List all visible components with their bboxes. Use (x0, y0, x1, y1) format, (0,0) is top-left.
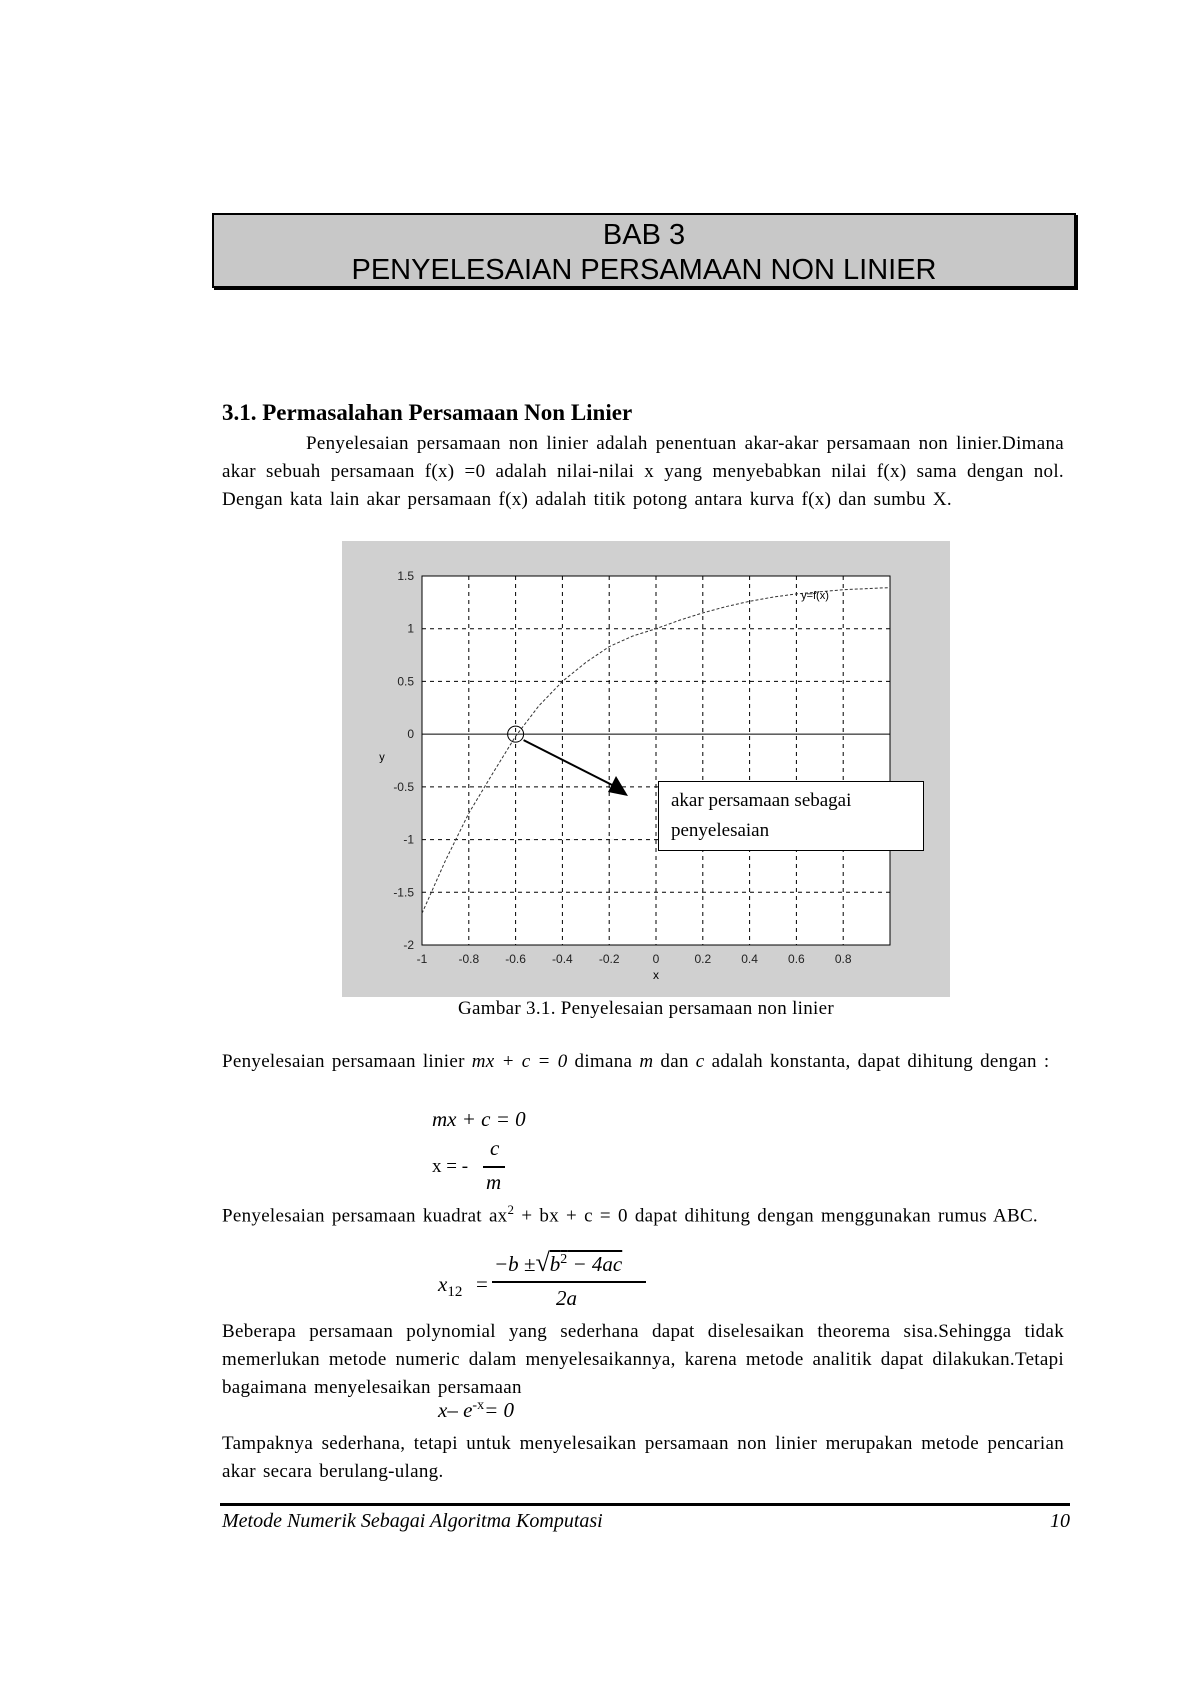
figure-panel (342, 541, 950, 997)
x-tick-label: -0.6 (505, 952, 526, 966)
y-tick-label: -2 (403, 938, 414, 952)
x-tick-label: -1 (416, 952, 428, 966)
quad-text-b: + bx + c = 0 dapat dihitung dengan menggunakan rumus ABC. (514, 1205, 1038, 1227)
closing-paragraph: Tampaknya sederhana, tetapi untuk menyelesaikan persamaan non linier merupakan metode pencarian akar secara berulang-ulang. (222, 1433, 1064, 1482)
exp-part-b: = 0 (484, 1398, 514, 1422)
exp-part-a: x– e (438, 1398, 473, 1422)
x-tick-label: 0.2 (694, 952, 712, 966)
abc-num-a: −b ± (494, 1252, 536, 1276)
y-tick-label: -1 (403, 832, 414, 847)
y-tick-label: 1 (407, 621, 414, 636)
linear-paragraph (222, 1048, 1064, 1076)
linear-text-d: adalah konstanta, dapat dihitung dengan : (704, 1051, 1050, 1072)
quad-superscript: 2 (507, 1202, 515, 1217)
abc-numerator (494, 1248, 622, 1278)
x-tick-label: 0.4 (741, 952, 758, 966)
linear-text-b: dimana (567, 1051, 640, 1072)
linear-text-and: dan (653, 1051, 696, 1072)
abc-num-c: − 4ac (567, 1252, 623, 1276)
y-tick-label: -1.5 (393, 885, 414, 900)
x-axis-label: x (653, 968, 659, 982)
abc-subscript: 12 (447, 1284, 463, 1301)
x-tick-label: -0.2 (598, 952, 620, 966)
abc-num-sup: 2 (560, 1252, 568, 1267)
callout-line-1: akar persamaan sebagai (671, 790, 852, 811)
x-tick-label: 0.6 (788, 952, 805, 966)
abc-lhs (438, 1272, 462, 1301)
y-tick-label: -0.5 (393, 779, 414, 794)
quadratic-paragraph (222, 1196, 1064, 1230)
abc-sqrt-sign: √ (535, 1248, 550, 1277)
x-tick-label: -0.8 (458, 952, 480, 966)
abc-equals: = (476, 1272, 488, 1296)
y-tick-label: 0.5 (397, 674, 414, 689)
x-tick-label: -0.4 (552, 952, 573, 966)
footer-page-number: 10 (1050, 1510, 1070, 1532)
chapter-title: PENYELESAIAN PERSAMAAN NON LINIER (351, 254, 937, 286)
chapter-heading-box (212, 213, 1076, 288)
abc-fraction-bar (492, 1281, 646, 1283)
abc-radicand (550, 1252, 623, 1276)
callout-line-2: penyelesaian (671, 820, 770, 841)
x-solution-numerator: c (490, 1136, 500, 1160)
chapter-number: BAB 3 (602, 219, 686, 251)
x-tick-label: 0 (652, 952, 660, 966)
exp-superscript: -x (472, 1398, 485, 1413)
linear-text-a: Penyelesaian persamaan linier (222, 1051, 472, 1072)
x-tick-label: 0.8 (834, 952, 852, 966)
polynomial-paragraph: Beberapa persamaan polynomial yang sederhana dapat diselesaikan theorema sisa.Sehingga tidak memerlukan metode numeric dalam menyelesaikannya, karena metode analitik dapat dilakukan.Tetapi bagaimana menyelesaikan persamaan (222, 1321, 1064, 1398)
abc-x: x (438, 1272, 448, 1296)
root-callout-box (658, 781, 924, 851)
y-tick-label: 0 (407, 727, 414, 742)
linear-var-c: c (695, 1051, 705, 1072)
section-title: 3.1. Permasalahan Persamaan Non Linier (222, 400, 633, 425)
root-chart (342, 541, 950, 997)
linear-inline-eq: mx + c = 0 (471, 1051, 568, 1072)
y-tick-label: 1.5 (397, 569, 414, 583)
y-axis-label: y (379, 751, 385, 764)
linear-var-m: m (639, 1051, 654, 1072)
quad-text-a: Penyelesaian persamaan kuadrat ax (222, 1205, 508, 1227)
x-solution-fraction-bar (483, 1166, 505, 1168)
intro-paragraph: Penyelesaian persamaan non linier adalah penentuan akar-akar persamaan non linier.Dimana akar sebuah persamaan f(x) =0 adalah nilai-nilai x yang menyebabkan nilai f(x) sama dengan nol. Dengan kata lain akar persamaan f(x) adalah titik potong antara kurva f(x) dan sumbu X. (222, 433, 1064, 510)
figure-caption: Gambar 3.1. Penyelesaian persamaan non linier (458, 998, 834, 1019)
abc-num-b: b (549, 1252, 561, 1276)
abc-denominator: 2a (556, 1286, 577, 1310)
linear-equation: mx + c = 0 (432, 1107, 526, 1131)
x-solution-denominator: m (486, 1170, 502, 1194)
footer-book-title: Metode Numerik Sebagai Algoritma Komputasi (222, 1510, 603, 1532)
exponential-equation (438, 1398, 514, 1423)
curve-label: y=f(x) (801, 590, 829, 603)
footer-rule (220, 1503, 1070, 1506)
x-solution-lhs: x = - (432, 1156, 469, 1177)
